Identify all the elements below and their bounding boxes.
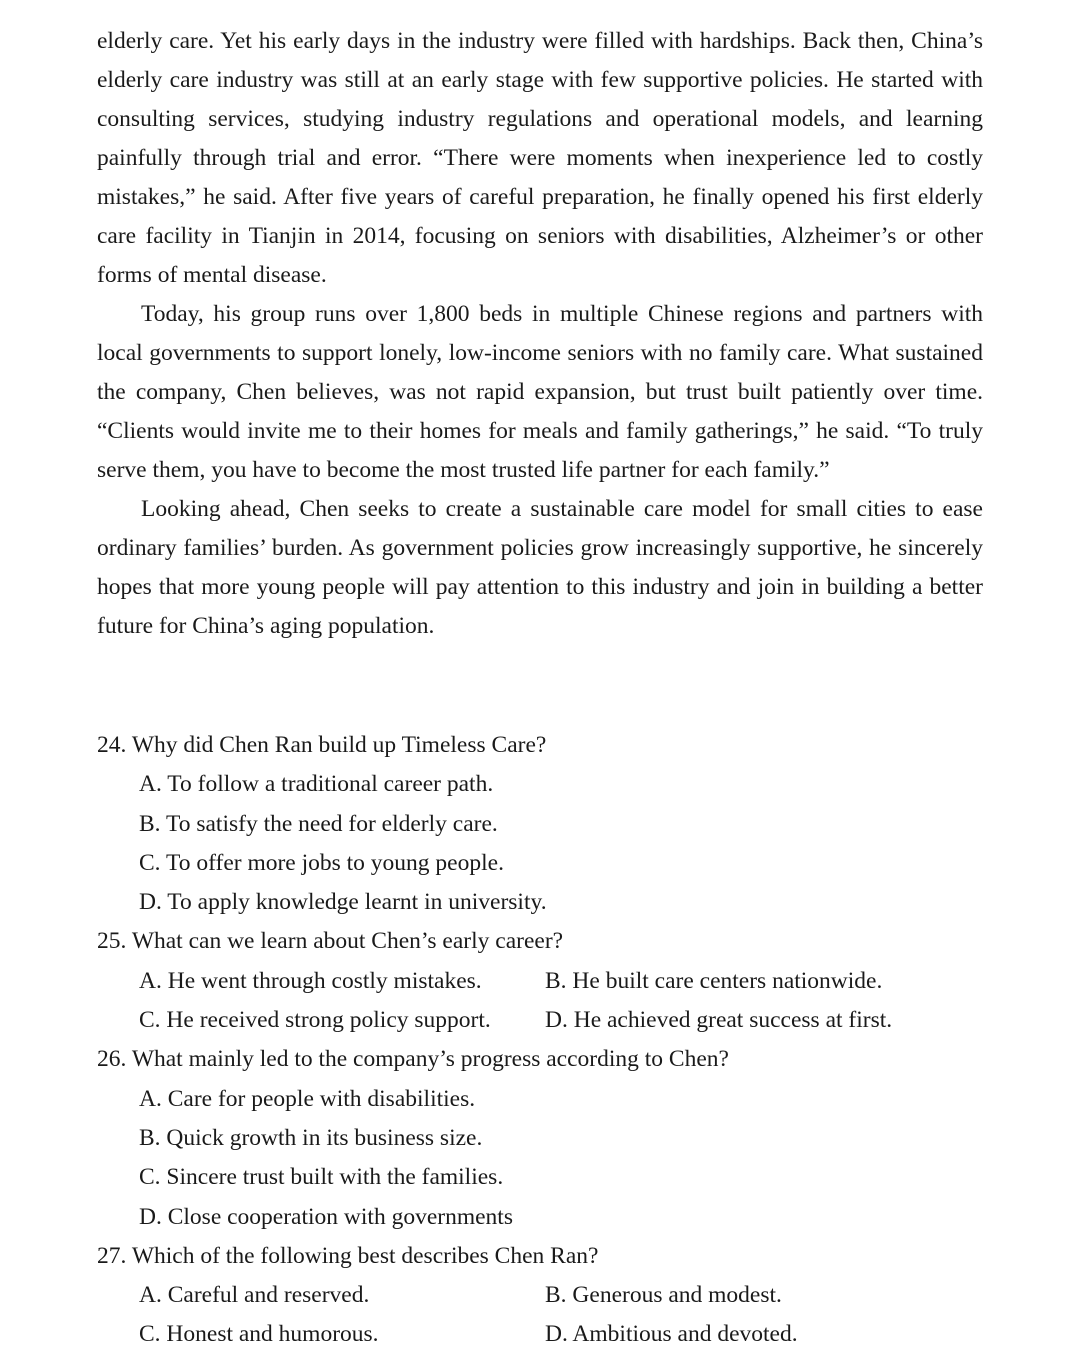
question-24 [97, 726, 983, 922]
question-stem: 24. Why did Chen Ran build up Timeless Care? [97, 732, 547, 758]
option-row [97, 1315, 983, 1354]
option-c: C. Sincere trust built with the families. [139, 1164, 504, 1191]
question-25 [97, 922, 983, 1040]
option-b: B. To satisfy the need for elderly care. [139, 810, 498, 837]
option-d: D. Close cooperation with governments [139, 1203, 513, 1230]
option-a: A. To follow a traditional career path. [139, 771, 494, 798]
option-row [97, 1276, 983, 1315]
option-d: D. Ambitious and devoted. [545, 1321, 798, 1348]
question-stem: 27. Which of the following best describes Chen Ran? [97, 1242, 599, 1269]
question-list [97, 726, 983, 1355]
option-d: D. To apply knowledge learnt in university. [139, 889, 547, 916]
passage-paragraph: Looking ahead, Chen seeks to create a sustainable care model for small cities to ease ordinary families’ burden. As government policies grow increasingly supportive, he sincerely hopes that more young people will pay attention to this industry and join in building a better future for China’s aging population. [97, 496, 983, 639]
option-d: D. He achieved great success at first. [545, 1007, 893, 1034]
option-a: A. Care for people with disabilities. [139, 1085, 476, 1112]
option-a: A. He went through costly mistakes. [139, 967, 482, 994]
question-26 [97, 1040, 983, 1236]
option-c: C. To offer more jobs to young people. [139, 849, 504, 876]
option-row [97, 962, 983, 1001]
passage-paragraph: elderly care. Yet his early days in the industry were filled with hardships. Back then, China’s elderly care industry was still at an early stage with few supportive policies. He started with consulting services, studying industry regulations and operational models, and learning painfully through trial and error. “There were moments when inexperience led to costly mistakes,” he said. After five years of careful preparation, he finally opened his first elderly care facility in Tianjin in 2014, focusing on seniors with disabilities, Alzheimer’s or other forms of mental disease. [97, 28, 983, 288]
option-c: C. Honest and humorous. [139, 1321, 379, 1348]
option-b: B. Quick growth in its business size. [139, 1124, 483, 1151]
reading-passage [97, 22, 983, 646]
passage-paragraph: Today, his group runs over 1,800 beds in multiple Chinese regions and partners with local governments to support lonely, low-income seniors with no family care. What sustained the company, Chen believes, was not rapid expansion, but trust built patiently over time. “Clients would invite me to their homes for meals and family gatherings,” he said. “To truly serve them, you have to become the most trusted life partner for each family.” [97, 301, 983, 483]
question-27 [97, 1237, 983, 1355]
option-c: C. He received strong policy support. [139, 1007, 491, 1034]
option-row [97, 1001, 983, 1040]
option-b: B. He built care centers nationwide. [545, 967, 883, 994]
question-stem: 25. What can we learn about Chen’s early career? [97, 928, 564, 955]
option-b: B. Generous and modest. [545, 1282, 782, 1309]
option-a: A. Careful and reserved. [139, 1282, 370, 1309]
question-stem: 26. What mainly led to the company’s progress according to Chen? [97, 1046, 729, 1073]
